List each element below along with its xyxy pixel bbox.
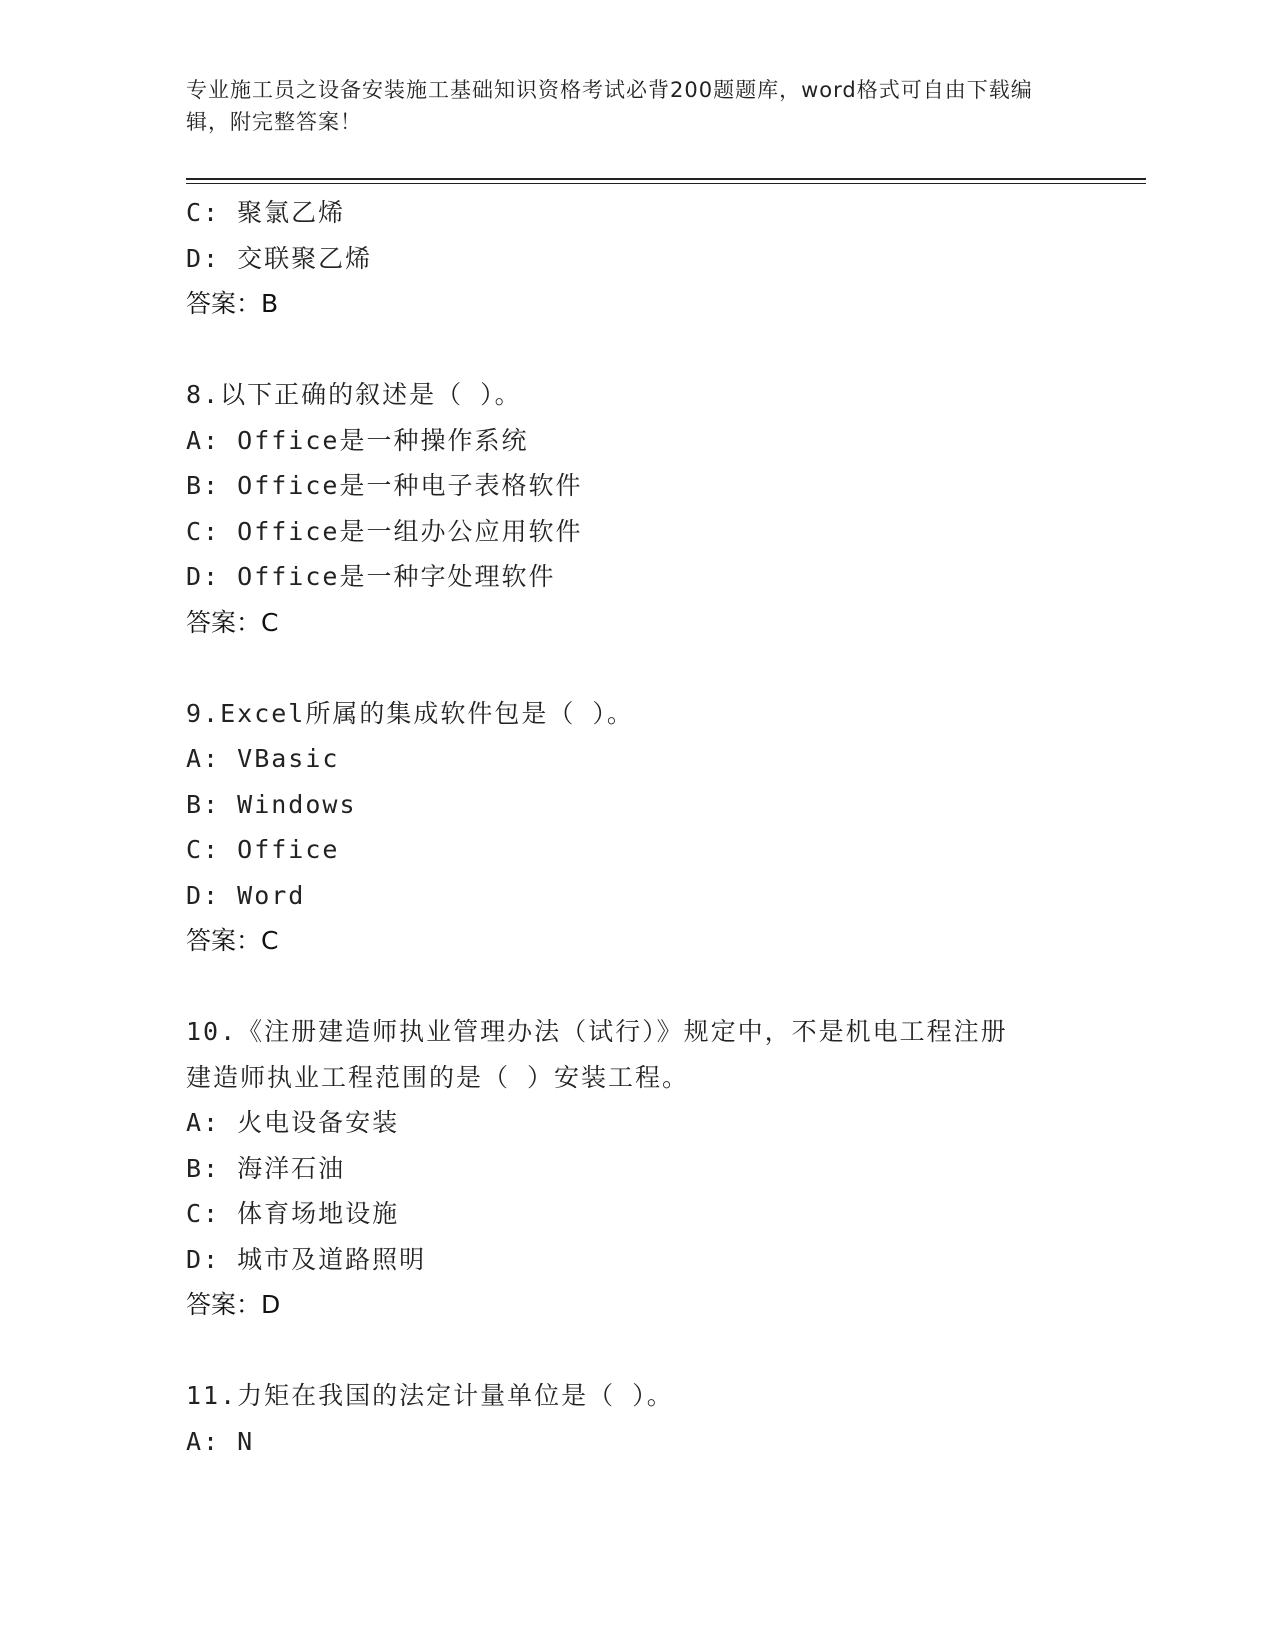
question-11 [186,1373,1086,1464]
question-stem: 8.以下正确的叙述是（ ）。 [186,380,522,409]
question-10 [186,1009,1086,1328]
answer-line: 答案：D [186,1290,281,1319]
option-c: C: 体育场地设施 [186,1199,400,1228]
option-d: D: Office是一种字处理软件 [186,562,556,591]
question-7-tail [186,190,1086,327]
question-8 [186,372,1086,645]
spacer [186,327,1086,373]
answer-line: 答案：C [186,607,279,637]
spacer [186,645,1086,691]
answer-line: 答案：B [186,289,279,318]
header-divider-thin [186,183,1146,184]
option-b: B: Office是一种电子表格软件 [186,471,583,500]
option-d: D: 城市及道路照明 [186,1244,427,1274]
question-stem-line-2: 建造师执业工程范围的是（ ）安装工程。 [186,1062,690,1092]
question-stem: 9.Excel所属的集成软件包是（ ）。 [186,698,634,728]
question-list [186,190,1086,1464]
spacer [186,1328,1086,1374]
option-a: A: N [186,1426,255,1456]
option-a: A: VBasic [186,744,340,773]
question-stem-line-1: 10.《注册建造师执业管理办法（试行）》规定中，不是机电工程注册 [186,1017,1008,1046]
option-b: B: 海洋石油 [186,1153,346,1183]
option-b: B: Windows [186,789,357,819]
question-9 [186,691,1086,964]
spacer [186,964,1086,1010]
option-d: D: 交联聚乙烯 [186,243,373,273]
answer-line: 答案：C [186,926,279,955]
question-stem: 11.力矩在我国的法定计量单位是（ ）。 [186,1381,674,1410]
option-c: C: Office [186,835,340,864]
option-a: A: Office是一种操作系统 [186,425,529,455]
option-a: A: 火电设备安装 [186,1108,400,1137]
option-c: C: 聚氯乙烯 [186,198,346,227]
header-divider-thick [186,178,1146,180]
option-d: D: Word [186,880,306,910]
option-c: C: Office是一组办公应用软件 [186,516,583,546]
document-header: 专业施工员之设备安装施工基础知识资格考试必背200题题库，word格式可自由下载编辑，附完整答案！ [186,78,1033,134]
